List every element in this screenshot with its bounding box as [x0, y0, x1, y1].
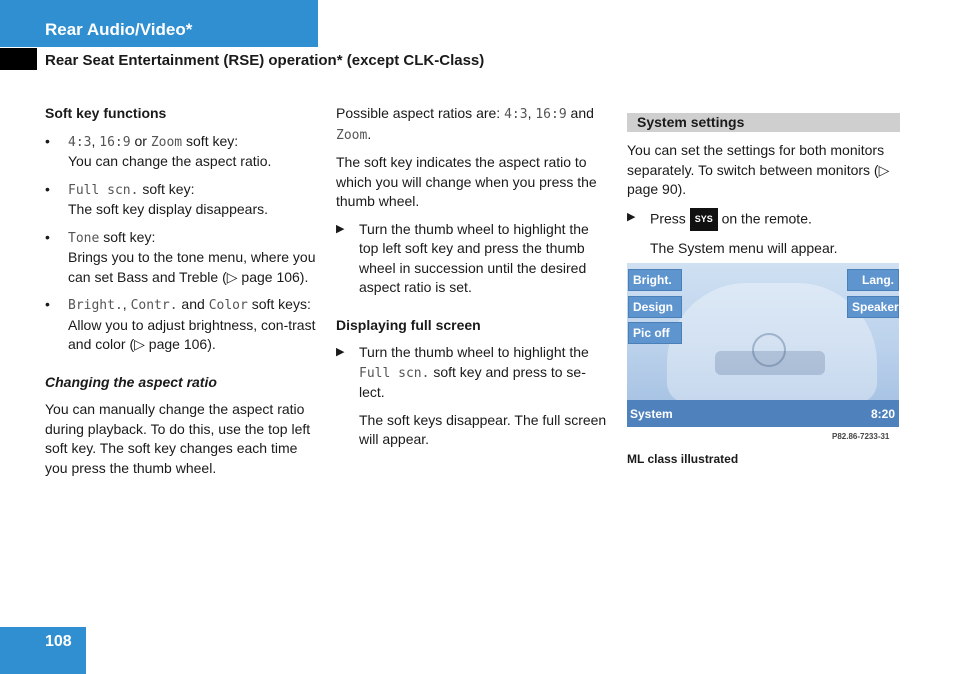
column-right	[627, 113, 900, 267]
figure-caption: ML class illustrated	[627, 452, 739, 466]
key-label: 4:3	[504, 107, 528, 122]
column-middle	[336, 104, 608, 458]
full-screen-heading: Displaying full screen	[336, 316, 481, 333]
bullet-description: You can change the aspect ratio.	[68, 153, 272, 169]
separator: ,	[527, 105, 536, 121]
intro-text: Possible aspect ratios are:	[336, 105, 505, 121]
bullet-dot: •	[45, 228, 50, 245]
section-title: Rear Audio/Video*	[45, 20, 193, 39]
star-emblem-icon	[752, 333, 786, 367]
key-label: Full scn.	[359, 365, 430, 381]
soft-key-design: Design	[628, 296, 682, 318]
bullet-suffix: soft keys:	[247, 296, 311, 312]
separator: and	[566, 105, 594, 121]
separator: and	[177, 296, 209, 312]
status-menu-name: System	[630, 407, 673, 421]
key-label: 4:3	[68, 134, 92, 150]
list-item	[45, 180, 320, 220]
system-menu-screenshot	[627, 263, 899, 427]
section-header-tab	[0, 0, 318, 47]
key-label: Tone	[68, 230, 100, 246]
instruction-step	[627, 208, 900, 232]
step-arrow-icon: ▶	[336, 222, 345, 235]
bullet-suffix: soft key:	[182, 132, 239, 149]
instruction-step	[336, 343, 608, 403]
step-prefix: Turn the thumb wheel to highlight the	[359, 344, 589, 360]
soft-key-bright: Bright.	[628, 269, 682, 291]
key-label: 16:9	[535, 107, 567, 122]
system-settings-paragraph: You can set the settings for both monitors separately. To switch between monitors (▷ page 90).	[627, 142, 890, 197]
soft-key-speaker: Speaker	[847, 296, 899, 318]
key-label: Zoom	[336, 127, 368, 143]
step-text	[650, 208, 900, 232]
bullet-description: Allow you to adjust brightness, con-trast and color (▷ page 106).	[68, 316, 316, 352]
instruction-step	[336, 220, 608, 298]
step-arrow-icon: ▶	[627, 210, 636, 223]
step-arrow-icon: ▶	[336, 346, 345, 358]
soft-key-functions-heading: Soft key functions	[45, 105, 167, 121]
separator: ,	[91, 132, 100, 149]
key-label: Contr.	[130, 298, 178, 313]
status-clock: 8:20	[870, 407, 895, 421]
key-label: Bright.	[68, 298, 123, 313]
bullet-description: The soft key display disappears.	[68, 201, 268, 217]
key-label: Color	[208, 298, 248, 313]
key-label: Zoom	[150, 134, 183, 150]
bullet-dot: •	[45, 296, 50, 312]
list-item	[45, 228, 320, 288]
list-item	[45, 132, 320, 172]
step-text: Turn the thumb wheel to highlight the top left soft key and press the thumb wheel in succession until the desired aspect ratio is set.	[359, 220, 589, 295]
page-number-box	[0, 627, 86, 674]
step-text	[359, 343, 608, 403]
list-item	[45, 295, 320, 355]
figure-code: P82.86-7233-31	[832, 432, 890, 441]
separator: or	[130, 132, 151, 149]
bullet-dot: •	[45, 132, 50, 149]
soft-key-indicator-paragraph: The soft key indicates the aspect ratio to which you will change when you press the thumb wheel.	[336, 154, 597, 209]
subtitle-marker	[0, 48, 37, 70]
system-settings-bar: System settings	[627, 113, 900, 132]
sys-key-icon: SYS	[690, 208, 718, 232]
step-result: The System menu will appear.	[650, 240, 838, 256]
step-suffix: soft key and press to se-lect.	[359, 363, 586, 400]
page-number: 108	[45, 633, 72, 650]
column-left	[45, 104, 320, 486]
separator: ,	[122, 296, 131, 312]
aspect-ratio-subheading: Changing the aspect ratio	[45, 373, 217, 390]
aspect-ratios-intro: Possible aspect ratios are: 4:3, 16:9 and Zoom.	[336, 105, 594, 143]
step-suffix: on the remote.	[717, 209, 812, 226]
step-result: The soft keys disappear. The full screen will appear.	[359, 411, 607, 447]
key-label: Full scn.	[68, 182, 139, 198]
screen-status-bar	[627, 400, 899, 427]
bullet-description: Brings you to the tone menu, where you can set Bass and Treble (▷ page 106).	[68, 249, 316, 285]
page-subtitle: Rear Seat Entertainment (RSE) operation* (except CLK-Class)	[45, 52, 485, 69]
soft-key-pic-off: Pic off	[628, 322, 682, 344]
step-prefix: Press	[650, 209, 690, 226]
bullet-dot: •	[45, 180, 50, 197]
bullet-suffix: soft key:	[99, 228, 156, 245]
key-label: 16:9	[99, 134, 131, 150]
soft-key-lang: Lang.	[847, 269, 899, 291]
aspect-ratio-paragraph: You can manually change the aspect ratio during playback. To do this, use the top left soft key. The soft key changes each time you press the thumb wheel.	[45, 401, 311, 476]
bullet-suffix: soft key:	[138, 180, 195, 197]
